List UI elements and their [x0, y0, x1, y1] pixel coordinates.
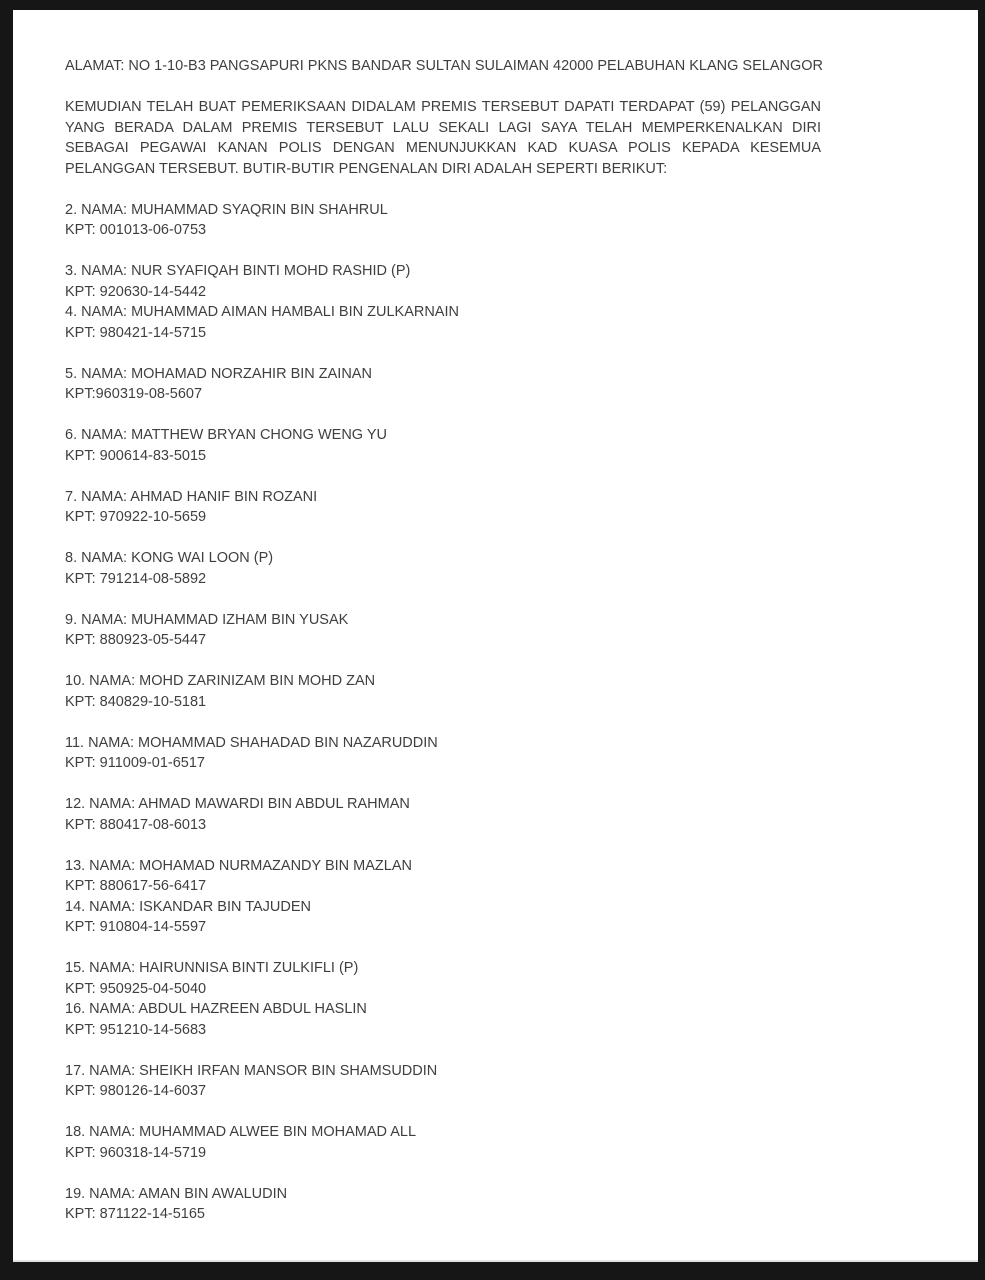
entry-kpt-line: KPT:960319-08-5607	[65, 386, 203, 402]
entry-group	[65, 733, 821, 774]
entry-nama-line: 4. NAMA: MUHAMMAD AIMAN HAMBALI BIN ZULKARNAIN	[65, 304, 459, 320]
entry-group	[65, 794, 821, 835]
entry-group	[65, 487, 821, 528]
entry-kpt-line: KPT: 880617-56-6417	[65, 878, 207, 894]
entry-group	[65, 200, 821, 241]
entry-nama-line: 15. NAMA: HAIRUNNISA BINTI ZULKIFLI (P)	[65, 960, 359, 976]
entry-nama-line: 2. NAMA: MUHAMMAD SYAQRIN BIN SHAHRUL	[65, 201, 388, 218]
entry-kpt-line: KPT: 001013-06-0753	[65, 222, 207, 238]
entry-nama-line: 16. NAMA: ABDUL HAZREEN ABDUL HASLIN	[65, 1001, 367, 1017]
entry-group	[65, 856, 821, 938]
entry-nama-line: 6. NAMA: MATTHEW BRYAN CHONG WENG YU	[65, 427, 387, 443]
entry-kpt-line: KPT: 871122-14-5165	[65, 1206, 206, 1222]
entry-group	[65, 1184, 821, 1225]
entry-group	[65, 958, 821, 1040]
document-content	[65, 56, 824, 1225]
entry-kpt-line: KPT: 911009-01-6517	[65, 755, 206, 771]
entry-kpt-line: KPT: 920630-14-5442	[65, 283, 207, 300]
entry-kpt-line: KPT: 951210-14-5683	[65, 1021, 207, 1038]
document-page	[13, 10, 978, 1262]
entry-group	[65, 364, 821, 405]
entry-group	[65, 548, 821, 589]
entry-nama-line: 17. NAMA: SHEIKH IRFAN MANSOR BIN SHAMSUDDIN	[65, 1062, 438, 1079]
entry-group	[65, 610, 821, 651]
entry-kpt-line: KPT: 980126-14-6037	[65, 1083, 207, 1099]
entry-nama-line: 7. NAMA: AHMAD HANIF BIN ROZANI	[65, 488, 318, 505]
entry-group	[65, 1061, 821, 1102]
entry-nama-line: 5. NAMA: MOHAMAD NORZAHIR BIN ZAINAN	[65, 365, 372, 382]
entry-group	[65, 261, 821, 343]
address-line: ALAMAT: NO 1-10-B3 PANGSAPURI PKNS BANDAR SULTAN SULAIMAN 42000 PELABUHAN KLANG SELANGOR	[65, 58, 824, 74]
entry-kpt-line: KPT: 960318-14-5719	[65, 1144, 207, 1161]
entry-kpt-line: KPT: 840829-10-5181	[65, 693, 207, 710]
entry-nama-line: 12. NAMA: AHMAD MAWARDI BIN ABDUL RAHMAN	[65, 796, 410, 812]
entry-group	[65, 671, 821, 712]
entry-kpt-line: KPT: 880417-08-6013	[65, 816, 207, 833]
entry-kpt-line: KPT: 950925-04-5040	[65, 980, 207, 997]
entry-nama-line: 8. NAMA: KONG WAI LOON (P)	[65, 550, 274, 566]
entry-nama-line: 3. NAMA: NUR SYAFIQAH BINTI MOHD RASHID (P)	[65, 263, 411, 279]
entry-nama-line: 10. NAMA: MOHD ZARINIZAM BIN MOHD ZAN	[65, 673, 376, 689]
entry-kpt-line: KPT: 900614-83-5015	[65, 447, 207, 464]
entry-nama-line: 13. NAMA: MOHAMAD NURMAZANDY BIN MAZLAN	[65, 857, 412, 874]
entry-kpt-line: KPT: 791214-08-5892	[65, 570, 207, 587]
entry-nama-line: 9. NAMA: MUHAMMAD IZHAM BIN YUSAK	[65, 611, 349, 628]
entry-kpt-line: KPT: 910804-14-5597	[65, 919, 207, 935]
entry-kpt-line: KPT: 880923-05-5447	[65, 632, 207, 648]
entry-nama-line: 19. NAMA: AMAN BIN AWALUDIN	[65, 1185, 288, 1202]
entry-group	[65, 1122, 821, 1163]
body-paragraph: KEMUDIAN TELAH BUAT PEMERIKSAAN DIDALAM PREMIS TERSEBUT DAPATI TERDAPAT (59) PELANGGAN YANG BERADA DALAM PREMIS TERSEBUT LALU SEKALI LAGI SAYA TELAH MEMPERKENALKAN DIRI SEBAGAI PEGAWAI KANAN POLIS DENGAN MENUNJUKKAN KAD KUASA POLIS KEPADA KESEMUA PELANGGAN TERSEBUT. BUTIR-BUTIR PENGENALAN DIRI ADALAH SEPERTI BERIKUT:	[65, 99, 821, 177]
entry-nama-line: 18. NAMA: MUHAMMAD ALWEE BIN MOHAMAD ALL	[65, 1124, 417, 1140]
entry-group	[65, 425, 821, 466]
entry-kpt-line: KPT: 980421-14-5715	[65, 324, 207, 341]
entry-nama-line: 11. NAMA: MOHAMMAD SHAHADAD BIN NAZARUDDIN	[65, 734, 438, 751]
entry-kpt-line: KPT: 970922-10-5659	[65, 509, 207, 525]
entry-nama-line: 14. NAMA: ISKANDAR BIN TAJUDEN	[65, 898, 312, 915]
entries	[65, 200, 821, 1225]
